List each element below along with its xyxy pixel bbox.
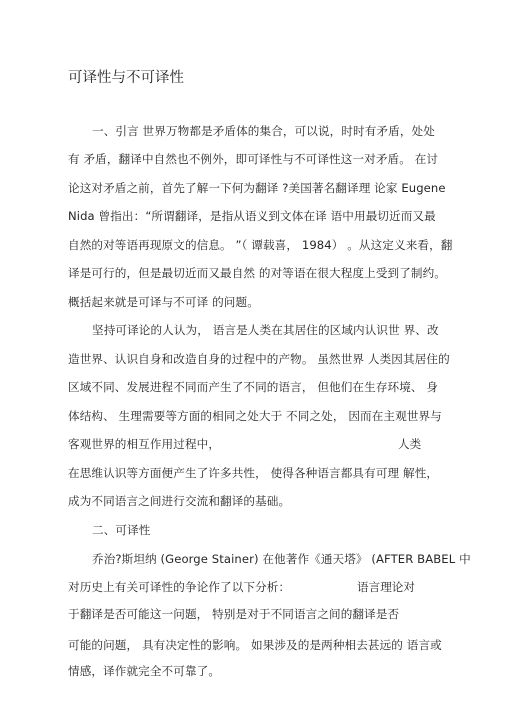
text-fragment: 人类: [398, 437, 422, 451]
text-line: 在思维认识等方面便产生了许多共性， 使得各种语言都具有可理 解性，: [68, 466, 439, 480]
text-line: 概括起来就是可译与不可译 的问题。: [68, 295, 259, 309]
text-line: 于翻译是否可能这一问题， 特别是对于不同语言之间的翻译是否: [68, 607, 400, 621]
text-line: 情感，译作就完全不可靠了。: [68, 664, 221, 678]
text-line: 成为不同语言之间进行交流和翻译的基础。: [68, 494, 291, 508]
text-line: 客观世界的相互作用过程中，: [68, 437, 221, 451]
section-heading: 二、可译性: [92, 523, 151, 537]
page-title: 可译性与不可译性: [68, 70, 184, 86]
text-fragment: 语言理论对: [357, 580, 415, 594]
text-line: 对历史上有关可译性的争论作了以下分析：: [68, 580, 291, 594]
text-line: 区域不同、发展进程不同而产生了不同的语言， 但他们在生存环境、 身: [68, 380, 439, 394]
text-line: 译是可行的，但是最切近而又最自然 的对等语在很大程度上受到了制约。: [68, 266, 446, 280]
text-line: 自然的对等语再现原文的信息。 ”（ 谭载喜， 1984） 。从这定义来看，翻: [68, 238, 453, 252]
text-line: 可能的问题， 具有决定性的影响。 如果涉及的是两种相去甚远的 语言或: [68, 638, 442, 652]
text-line: 体结构、 生理需要等方面的相同之处大于 不同之处， 因而在主观世界与: [68, 409, 442, 423]
text-line: 坚持可译论的人认为， 语言是人类在其居住的区域内认识世 界、改: [92, 323, 439, 337]
text-line: 乔治?斯坦纳 (George Stainer) 在他著作《通天塔》 (AFTER BABEL 中: [92, 552, 471, 566]
text-line: 一、引言 世界万物都是矛盾体的集合，可以说，时时有矛盾，处处: [92, 124, 435, 138]
text-line: 造世界、认识自身和改造自身的过程中的产物。 虽然世界 人类因其居住的: [68, 352, 450, 366]
text-line: 有 矛盾，翻译中自然也不例外，即可译性与不可译性这一对矛盾。 在讨: [68, 152, 439, 166]
text-line: 论这对矛盾之前，首先了解一下何为翻译 ?美国著名翻译理 论家 Eugene: [68, 181, 446, 195]
text-line: Nida 曾指出：“所谓翻译，是指从语义到文体在译 语中用最切近而又最: [68, 209, 436, 223]
